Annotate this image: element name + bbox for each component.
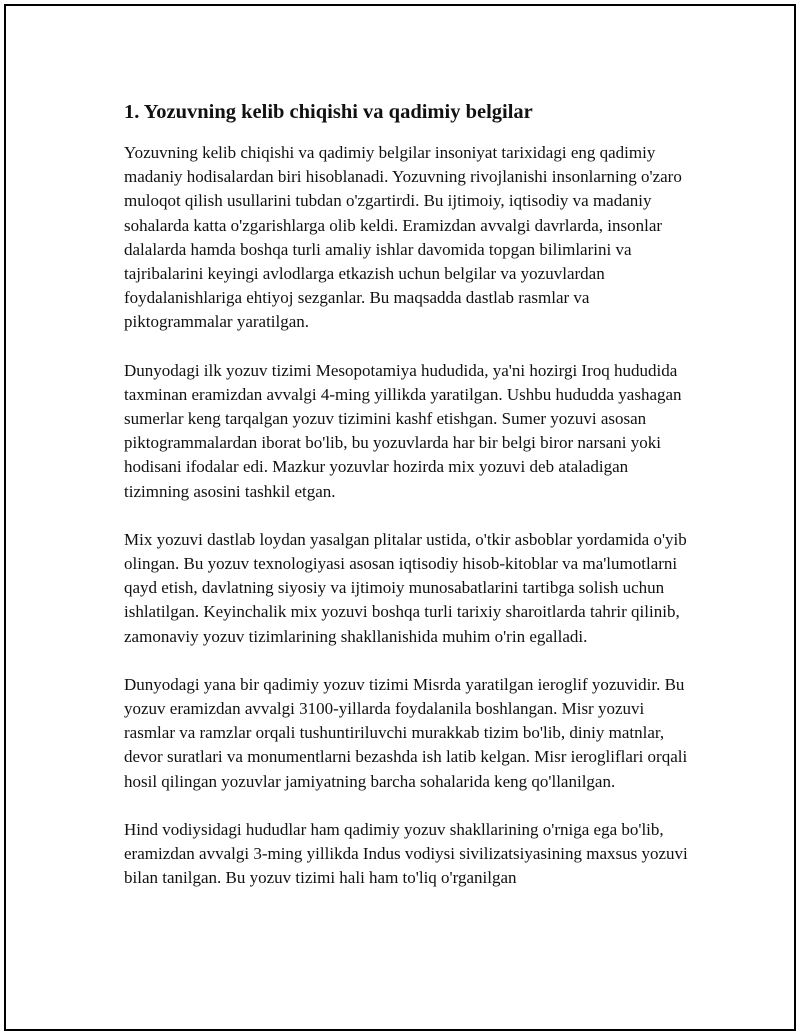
paragraph-4: Dunyodagi yana bir qadimiy yozuv tizimi Misrda yaratilgan ieroglif yozuvidir. Bu yozuv eramizdan avvalgi 3100-yillarda foydalanila boshlangan. Misr yozuvi rasmlar va ramzlar orqali tushuntiriluvchi murakkab tizim bo'lib, diniy matnlar, devor suratlari va monumentlarni bezashda ish latib kelgan. Misr ierogliflari orqali hosil qilingan yozuvlar jamiyatning barcha sohalarida keng qo'llanilgan.: [124, 674, 688, 791]
paragraph-3: Mix yozuvi dastlab loydan yasalgan plitalar ustida, o'tkir asboblar yordamida o'yib olingan. Bu yozuv texnologiyasi asosan iqtisodiy hisob-kitoblar va ma'lumotlarni qayd etish, davlatning siyosiy va ijtimoiy munosabatlarini tartibga solish uchun ishlatilgan. Keyinchalik mix yozuvi boshqa turli tarixiy sharoitlarda tahrir qilinib, zamonaviy yozuv tizimlarining shakllanishida muhim o'rin egalladi.: [124, 529, 687, 646]
page-frame: [4, 4, 796, 1031]
section-heading: 1. Yozuvning kelib chiqishi va qadimiy belgilar: [124, 101, 533, 123]
document-body: [124, 98, 694, 914]
paragraph-5: Hind vodiysidagi hududlar ham qadimiy yozuv shakllarining o'rniga ega bo'lib, eramizdan avvalgi 3-ming yillikda Indus vodiysi sivilizatsiyasining maxsus yozuvi bilan tanilgan. Bu yozuv tizimi hali ham to'liq o'rganilgan: [124, 819, 688, 888]
paragraph-2: Dunyodagi ilk yozuv tizimi Mesopotamiya hududida, ya'ni hozirgi Iroq hududida taxminan eramizdan avvalgi 4-ming yillikda yaratilgan. Ushbu hududda yashagan sumerlar keng tarqalgan yozuv tizimini kashf etishgan. Sumer yozuvi asosan piktogrammalardan iborat bo'lib, bu yozuvlarda har bir belgi biror narsani yoki hodisani ifodalar edi. Mazkur yozuvlar hozirda mix yozuvi deb ataladigan tizimning asosini tashkil etgan.: [124, 360, 682, 501]
paragraph-1: Yozuvning kelib chiqishi va qadimiy belgilar insoniyat tarixidagi eng qadimiy madaniy hodisalardan biri hisoblanadi. Yozuvning rivojlanishi insonlarning o'zaro muloqot qilish usullarini tubdan o'zgartirdi. Bu ijtimoiy, iqtisodiy va madaniy sohalarda katta o'zgarishlarga olib keldi. Eramizdan avvalgi davrlarda, insonlar dalalarda hamda boshqa turli amaliy ishlar davomida topgan bilimlarini va tajribalarini keyingi avlodlarga etkazish uchun belgilar va yozuvlardan foydalanishlariga ehtiyoj sezganlar. Bu maqsadda dastlab rasmlar va piktogrammalar yaratilgan.: [124, 143, 682, 332]
